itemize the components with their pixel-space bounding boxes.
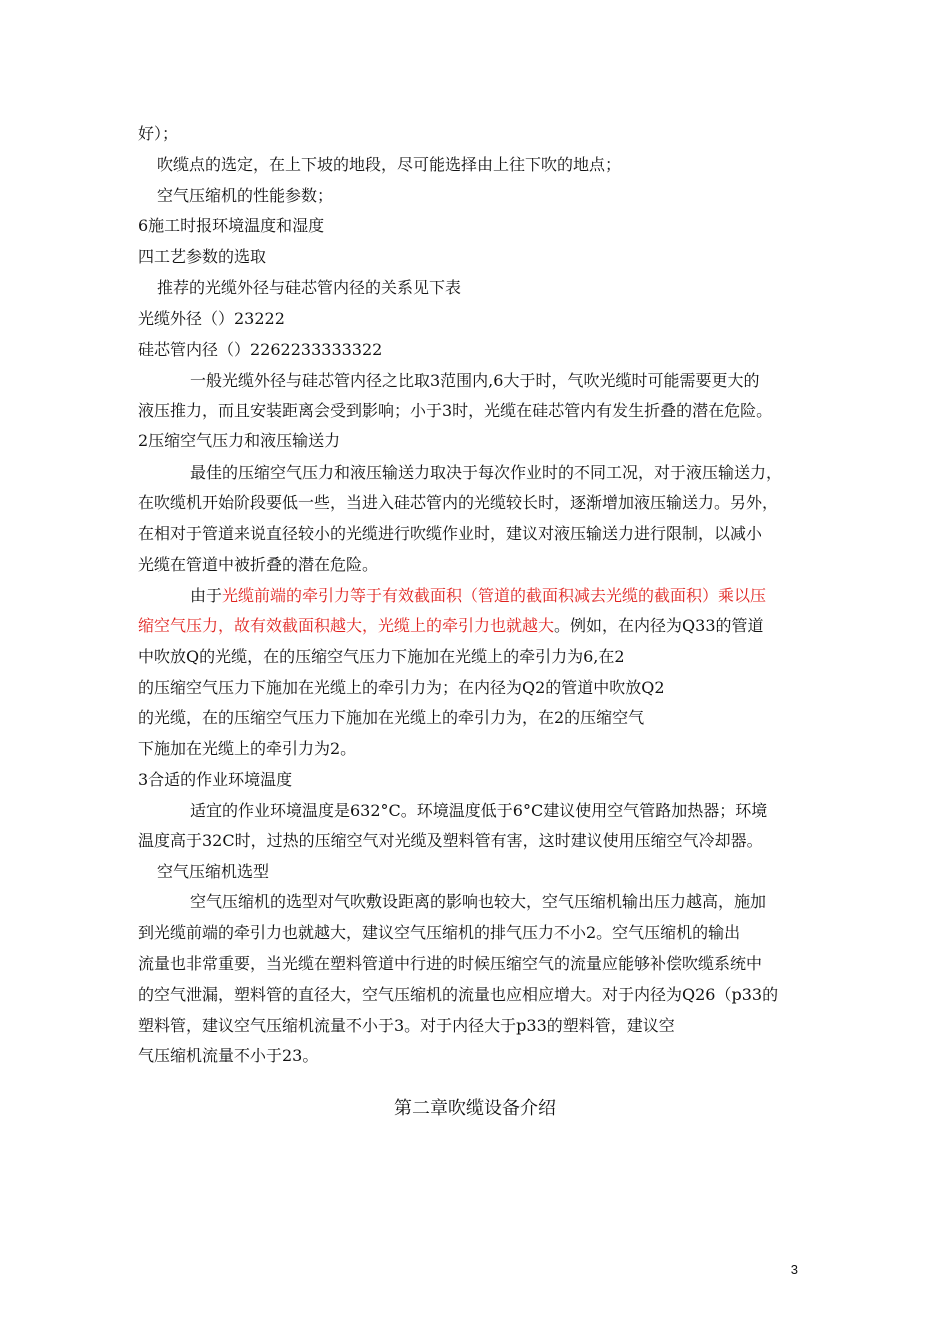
text-line: 在吹缆机开始阶段要低一些，当进入硅芯管内的光缆较长时，逐渐增加液压输送力。另外， — [138, 493, 779, 512]
text-line: 6施工时报环境温度和湿度 — [138, 216, 325, 235]
chapter-title: 第二章吹缆设备介绍 — [394, 1098, 556, 1119]
text-line: 吹缆点的选定，在上下坡的地段，尽可能选择由上往下吹的地点； — [157, 155, 622, 174]
text-line: 推荐的光缆外径与硅芯管内径的关系见下表 — [157, 278, 462, 297]
text-line: 到光缆前端的牵引力也就越大，建议空气压缩机的排气压力不小2。空气压缩机的输出 — [138, 923, 741, 942]
text-line: 气压缩机流量不小于23。 — [138, 1046, 319, 1065]
text-line: 温度高于32C时，过热的压缩空气对光缆及塑料管有害，这时建议使用压缩空气冷却器。 — [138, 831, 763, 850]
text-line: 最佳的压缩空气压力和液压输送力取决于每次作业时的不同工况，对于液压输送力， — [190, 463, 783, 482]
text-span: 由于 — [190, 586, 223, 605]
text-line: 在相对于管道来说直径较小的光缆进行吹缆作业时，建议对液压输送力进行限制，以减小 — [138, 524, 763, 543]
text-line: 适宜的作业环境温度是632°C。环境温度低于6°C建议使用空气管路加热器；环境 — [190, 801, 768, 820]
page-number: 3 — [790, 1262, 798, 1277]
section-heading: 3合适的作业环境温度 — [138, 770, 293, 789]
highlighted-paragraph-line — [190, 586, 870, 606]
text-span: 。例如，在内径为Q33的管道 — [554, 616, 764, 635]
text-line: 流量也非常重要，当光缆在塑料管道中行进的时候压缩空气的流量应能够补偿吹缆系统中 — [138, 954, 763, 973]
text-line: 空气压缩机的性能参数； — [157, 186, 334, 205]
highlighted-text: 光缆前端的牵引力等于有效截面积（管道的截面积减去光缆的截面积）乘以压 — [222, 586, 767, 605]
text-line: 空气压缩机的选型对气吹敷设距离的影响也较大，空气压缩机输出压力越高，施加 — [190, 892, 767, 911]
text-line: 下施加在光缆上的牵引力为2。 — [138, 739, 357, 758]
highlighted-paragraph-line — [138, 616, 818, 636]
text-line: 的光缆，在的压缩空气压力下施加在光缆上的牵引力为，在2的压缩空气 — [138, 708, 645, 727]
section-heading: 空气压缩机选型 — [157, 862, 270, 881]
text-line: 一般光缆外径与硅芯管内径之比取3范围内,6大于时，气吹光缆时可能需要更大的 — [190, 371, 760, 390]
text-line: 液压推力，而且安装距离会受到影响；小于3时，光缆在硅芯管内有发生折叠的潜在危险。 — [138, 401, 773, 420]
table-row: 硅芯管内径（）2262233333322 — [138, 340, 383, 359]
text-line: 中吹放Q的光缆，在的压缩空气压力下施加在光缆上的牵引力为6,在2 — [138, 647, 625, 666]
table-row: 光缆外径（）23222 — [138, 309, 285, 328]
section-heading: 四工艺参数的选取 — [138, 247, 267, 266]
highlighted-text: 缩空气压力，故有效截面积越大，光缆上的牵引力也就越大 — [138, 616, 555, 635]
text-line: 塑料管，建议空气压缩机流量不小于3。对于内径大于p33的塑料管，建议空 — [138, 1016, 675, 1035]
text-line: 的压缩空气压力下施加在光缆上的牵引力为；在内径为Q2的管道中吹放Q2 — [138, 678, 665, 697]
section-heading: 2压缩空气压力和液压输送力 — [138, 431, 341, 450]
text-line: 的空气泄漏，塑料管的直径大，空气压缩机的流量也应相应增大。对于内径为Q26（p33的 — [138, 985, 779, 1004]
text-line: 好）； — [138, 124, 179, 143]
text-line: 光缆在管道中被折叠的潜在危险。 — [138, 555, 379, 574]
